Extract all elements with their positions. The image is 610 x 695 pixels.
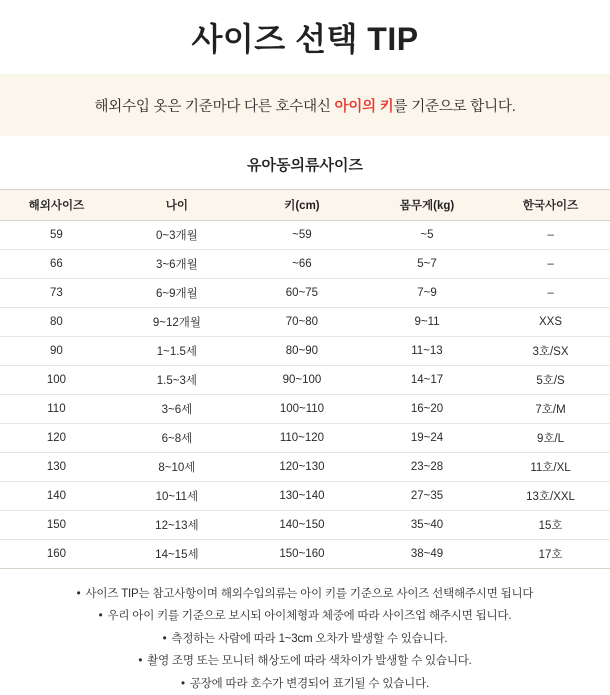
cell-overseas-size: 59	[0, 221, 113, 250]
cell-overseas-size: 73	[0, 279, 113, 308]
cell-weight: 16~20	[363, 395, 491, 424]
table-row	[0, 395, 610, 424]
cell-overseas-size: 150	[0, 511, 113, 540]
cell-overseas-size: 120	[0, 424, 113, 453]
cell-overseas-size: 140	[0, 482, 113, 511]
cell-age: 14~15세	[113, 540, 241, 569]
notice-banner	[0, 74, 610, 136]
table-row	[0, 250, 610, 279]
note-item: • 사이즈 TIP는 참고사항이며 해외수입의류는 아이 키를 기준으로 사이즈 선택해주시면 됩니다	[0, 583, 610, 605]
cell-korean-size: XXS	[491, 308, 610, 337]
table-header-row	[0, 190, 610, 221]
cell-height: 140~150	[241, 511, 363, 540]
cell-age: 1~1.5세	[113, 337, 241, 366]
table-row	[0, 424, 610, 453]
table-caption: 유아동의류사이즈	[247, 157, 363, 174]
notice-text	[94, 95, 515, 116]
cell-weight: 5~7	[363, 250, 491, 279]
cell-korean-size: 9호/L	[491, 424, 610, 453]
cell-height: 80~90	[241, 337, 363, 366]
cell-weight: ~5	[363, 221, 491, 250]
cell-weight: 38~49	[363, 540, 491, 569]
cell-height: 110~120	[241, 424, 363, 453]
table-row	[0, 511, 610, 540]
cell-overseas-size: 66	[0, 250, 113, 279]
cell-weight: 19~24	[363, 424, 491, 453]
cell-weight: 7~9	[363, 279, 491, 308]
size-table	[0, 189, 610, 569]
cell-korean-size: 11호/XL	[491, 453, 610, 482]
page-title: 사이즈 선택 TIP	[191, 21, 419, 57]
table-row	[0, 453, 610, 482]
cell-weight: 35~40	[363, 511, 491, 540]
note-item: • 측정하는 사람에 따라 1~3cm 오차가 발생할 수 있습니다.	[0, 628, 610, 650]
cell-overseas-size: 90	[0, 337, 113, 366]
cell-weight: 27~35	[363, 482, 491, 511]
cell-age: 10~11세	[113, 482, 241, 511]
column-header-weight: 몸무게(kg)	[363, 190, 491, 221]
cell-age: 12~13세	[113, 511, 241, 540]
table-row	[0, 221, 610, 250]
cell-weight: 23~28	[363, 453, 491, 482]
cell-korean-size: 13호/XXL	[491, 482, 610, 511]
cell-korean-size: –	[491, 221, 610, 250]
cell-korean-size: 5호/S	[491, 366, 610, 395]
table-row	[0, 337, 610, 366]
cell-overseas-size: 160	[0, 540, 113, 569]
cell-height: ~66	[241, 250, 363, 279]
cell-overseas-size: 80	[0, 308, 113, 337]
size-table-section	[0, 136, 610, 569]
table-row	[0, 308, 610, 337]
table-row	[0, 482, 610, 511]
cell-age: 1.5~3세	[113, 366, 241, 395]
column-header-korean-size: 한국사이즈	[491, 190, 610, 221]
table-row	[0, 279, 610, 308]
cell-age: 6~9개월	[113, 279, 241, 308]
table-row	[0, 540, 610, 569]
cell-weight: 11~13	[363, 337, 491, 366]
cell-overseas-size: 130	[0, 453, 113, 482]
column-header-overseas-size: 해외사이즈	[0, 190, 113, 221]
cell-korean-size: –	[491, 279, 610, 308]
notice-highlight: 아이의 키	[334, 98, 394, 115]
column-header-height: 키(cm)	[241, 190, 363, 221]
cell-height: ~59	[241, 221, 363, 250]
cell-height: 150~160	[241, 540, 363, 569]
cell-overseas-size: 100	[0, 366, 113, 395]
note-item: • 우리 아이 키를 기준으로 보시되 아이체형과 체중에 따라 사이즈업 해주시면 됩니다.	[0, 605, 610, 627]
footer-notes	[0, 569, 610, 695]
cell-korean-size: 17호	[491, 540, 610, 569]
column-header-age: 나이	[113, 190, 241, 221]
cell-height: 60~75	[241, 279, 363, 308]
cell-weight: 9~11	[363, 308, 491, 337]
cell-age: 3~6개월	[113, 250, 241, 279]
note-item: • 촬영 조명 또는 모니터 해상도에 따라 색차이가 발생할 수 있습니다.	[0, 650, 610, 672]
cell-age: 3~6세	[113, 395, 241, 424]
title-banner	[0, 0, 610, 74]
cell-overseas-size: 110	[0, 395, 113, 424]
cell-korean-size: 15호	[491, 511, 610, 540]
cell-height: 90~100	[241, 366, 363, 395]
notice-text-before: 해외수입 옷은 기준마다 다른 호수대신	[94, 98, 335, 115]
note-item: • 공장에 따라 호수가 변경되어 표기될 수 있습니다.	[0, 673, 610, 695]
cell-height: 120~130	[241, 453, 363, 482]
cell-korean-size: 7호/M	[491, 395, 610, 424]
table-row	[0, 366, 610, 395]
cell-height: 130~140	[241, 482, 363, 511]
notes-list	[0, 583, 610, 695]
cell-korean-size: 3호/SX	[491, 337, 610, 366]
cell-height: 100~110	[241, 395, 363, 424]
cell-age: 9~12개월	[113, 308, 241, 337]
cell-age: 0~3개월	[113, 221, 241, 250]
cell-korean-size: –	[491, 250, 610, 279]
notice-text-after: 를 기준으로 합니다.	[393, 98, 516, 115]
cell-weight: 14~17	[363, 366, 491, 395]
cell-age: 6~8세	[113, 424, 241, 453]
cell-height: 70~80	[241, 308, 363, 337]
cell-age: 8~10세	[113, 453, 241, 482]
